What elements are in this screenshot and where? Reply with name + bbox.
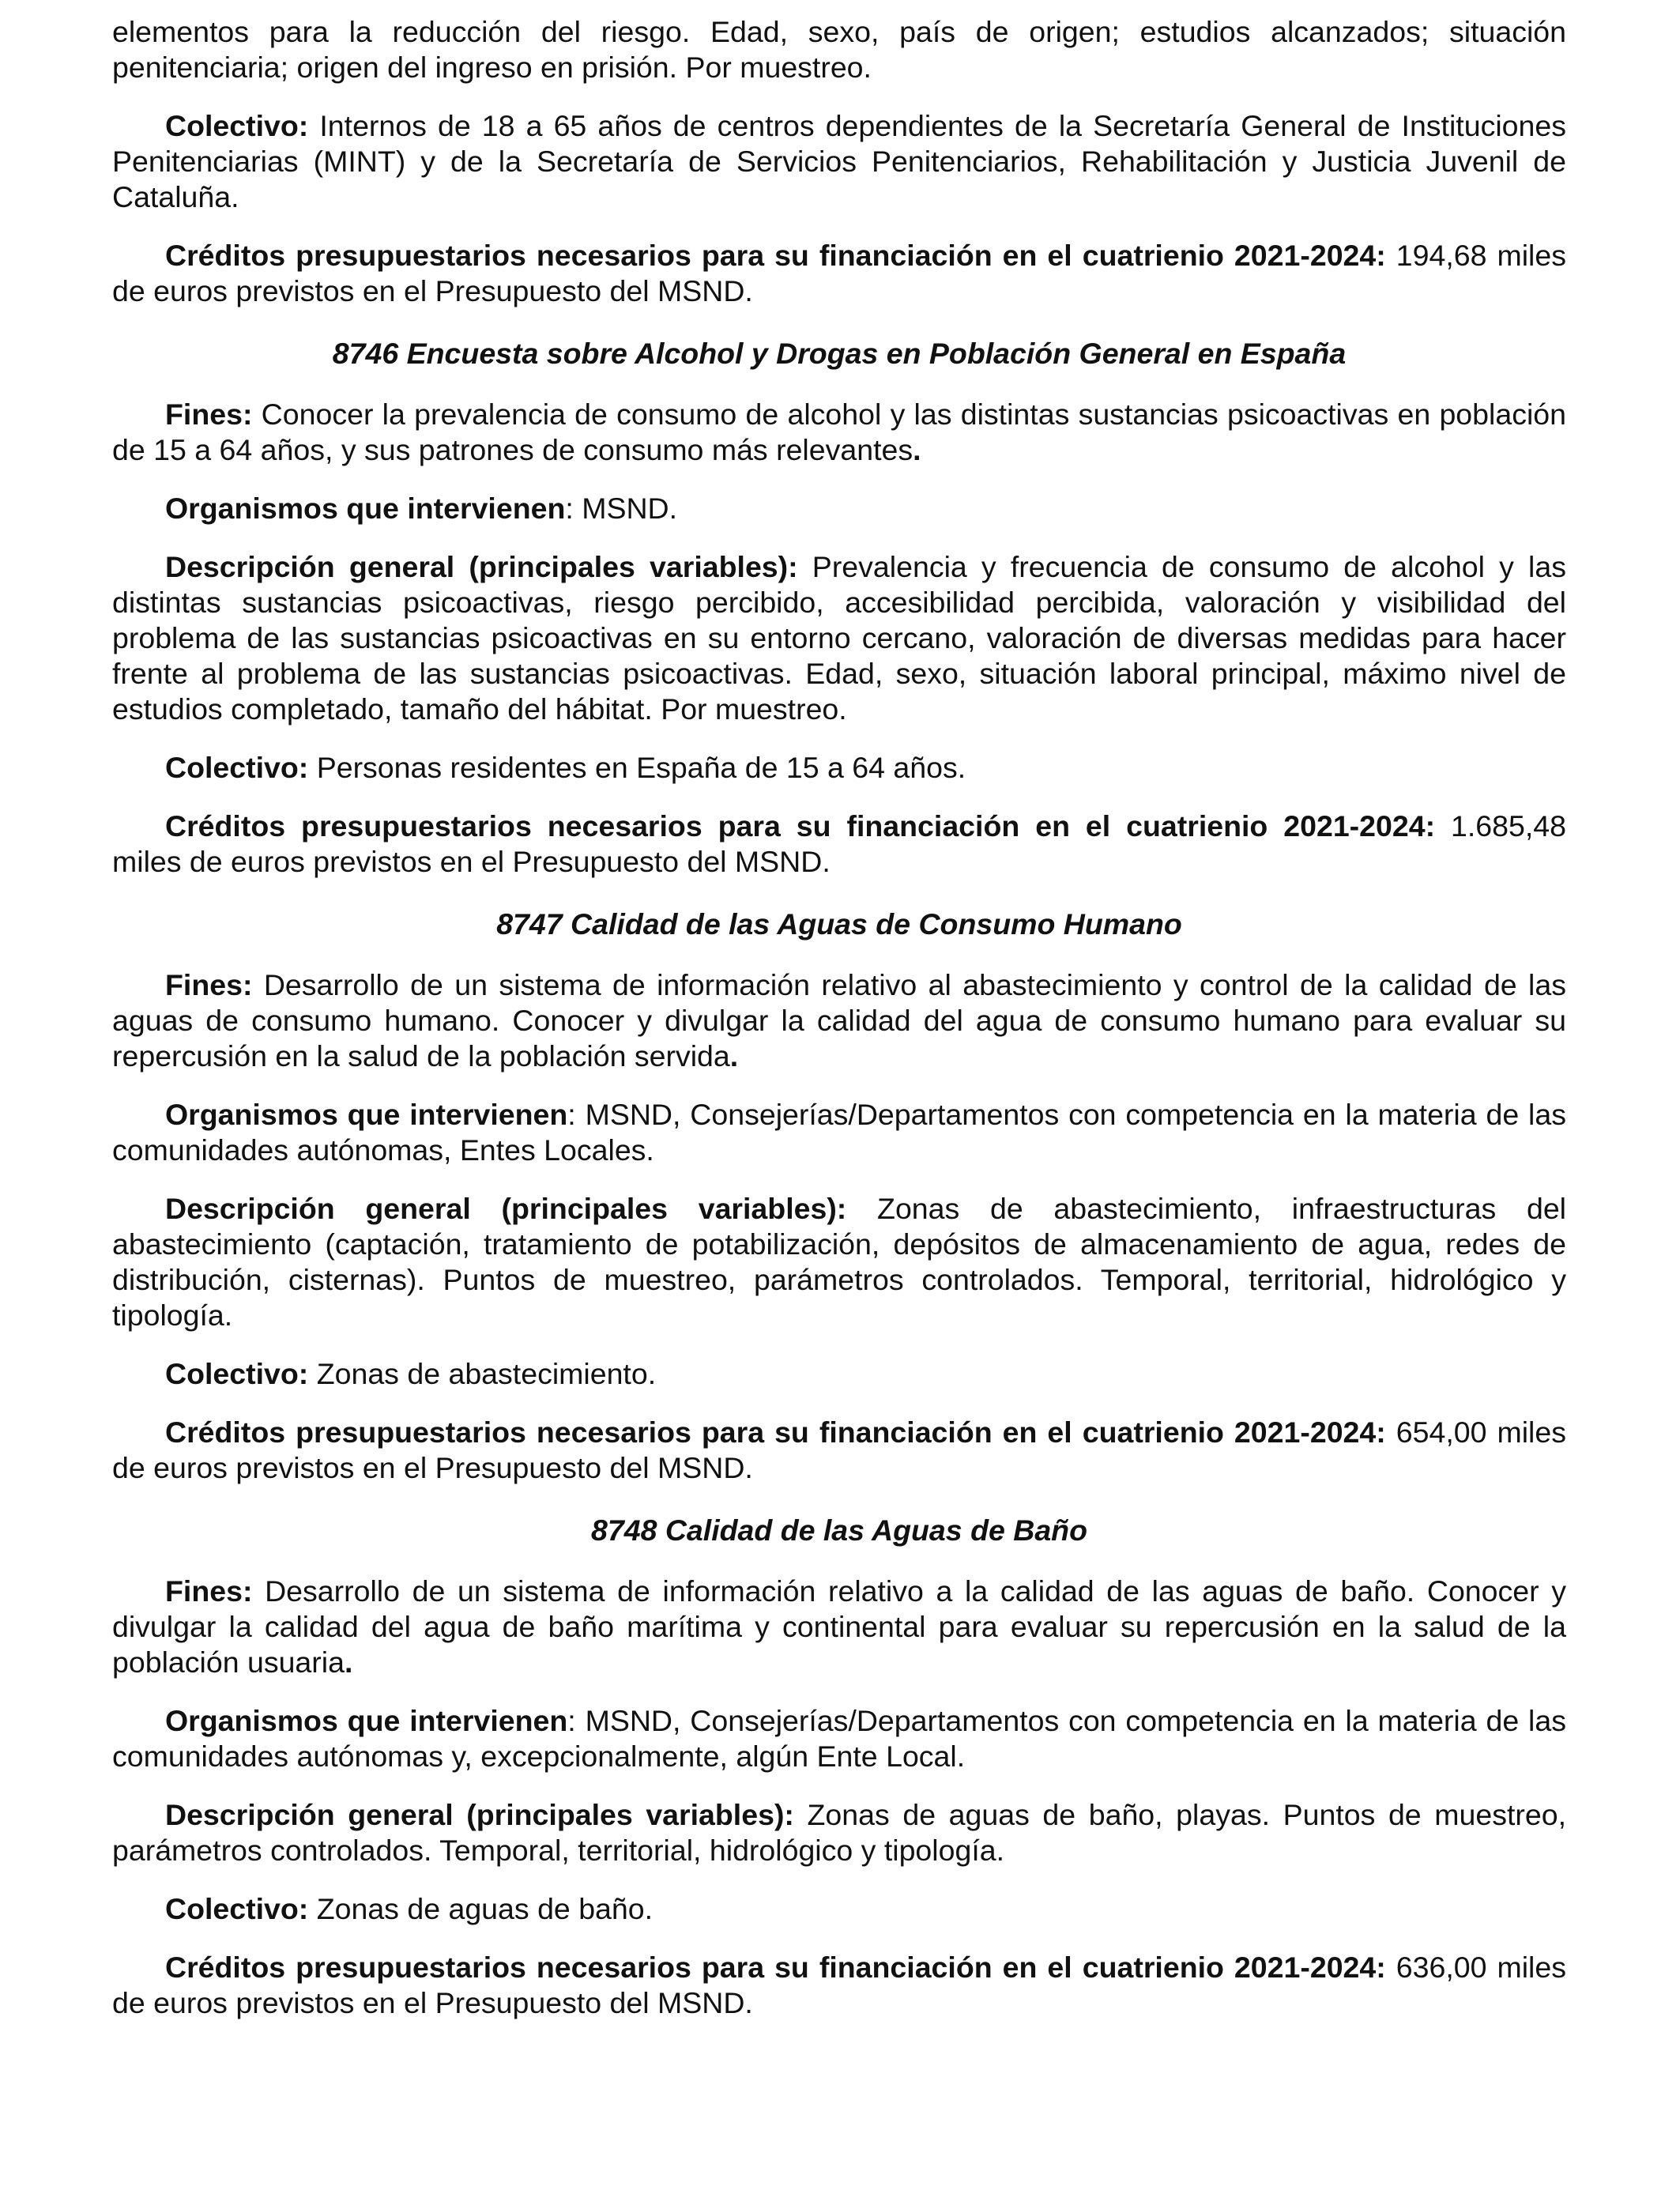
organismos-paragraph — [112, 1703, 1566, 1774]
intro-creditos-label: Créditos presupuestarios necesarios para su financiación en el cuatrienio 2021-2024: — [165, 239, 1386, 272]
section-title: 8746 Encuesta sobre Alcohol y Drogas en Población General en España — [332, 337, 1347, 370]
creditos-paragraph — [112, 1950, 1566, 2021]
creditos-paragraph — [112, 809, 1566, 880]
organismos-text: : MSND, Consejerías/Departamentos con competencia en la materia de las comunidades autónomas, Entes Locales. — [112, 1098, 1566, 1167]
fines-end: . — [913, 433, 921, 466]
organismos-paragraph — [112, 1097, 1566, 1168]
fines-label: Fines: — [165, 968, 253, 1001]
section-title: 8748 Calidad de las Aguas de Baño — [591, 1514, 1087, 1547]
section-8748 — [112, 1513, 1566, 2021]
document-page — [112, 14, 1566, 2044]
organismos-label: Organismos que intervienen — [165, 1704, 568, 1737]
fines-paragraph — [112, 1574, 1566, 1680]
fines-end: . — [344, 1646, 353, 1679]
descripcion-text: Prevalencia y frecuencia de consumo de alcohol y las distintas sustancias psicoactivas, riesgo percibido, accesibilidad percibida, valoración y visibilidad del problema de las sustancias psicoactivas en su entorno cercano, valoración de diversas medidas para hacer frente al problema de las sustancias psicoactivas. Edad, sexo, situación laboral principal, máximo nivel de estudios completado, tamaño del hábitat. Por muestreo. — [112, 550, 1566, 726]
colectivo-text: Zonas de aguas de baño. — [308, 1892, 654, 1925]
organismos-paragraph — [112, 491, 1566, 526]
descripcion-label: Descripción general (principales variables): — [165, 1192, 847, 1225]
intro-colectivo-label: Colectivo: — [165, 109, 309, 142]
section-8746 — [112, 336, 1566, 880]
colectivo-paragraph — [112, 1891, 1566, 1927]
organismos-text: : MSND. — [565, 492, 678, 525]
intro-tail-paragraph — [112, 14, 1566, 85]
colectivo-label: Colectivo: — [165, 751, 309, 784]
organismos-text: : MSND, Consejerías/Departamentos con competencia en la materia de las comunidades autónomas y, excepcionalmente, algún Ente Local. — [112, 1704, 1566, 1773]
intro-colectivo-paragraph — [112, 108, 1566, 215]
section-8747 — [112, 907, 1566, 1486]
descripcion-paragraph — [112, 1191, 1566, 1333]
fines-label: Fines: — [165, 1574, 253, 1608]
colectivo-text: Personas residentes en España de 15 a 64 años. — [308, 751, 966, 784]
creditos-paragraph — [112, 1415, 1566, 1486]
intro-creditos-text: 194,68 miles de euros previstos en el Presupuesto del MSND. — [112, 239, 1566, 307]
creditos-text: 1.685,48 miles de euros previstos en el Presupuesto del MSND. — [112, 809, 1566, 878]
descripcion-text: Zonas de abastecimiento, infraestructuras del abastecimiento (captación, tratamiento de potabilización, depósitos de almacenamiento de agua, redes de distribución, cisternas). Puntos de muestreo, parámetros controlados. Temporal, territorial, hidrológico y tipología. — [112, 1192, 1567, 1332]
fines-paragraph — [112, 397, 1566, 468]
colectivo-text: Zonas de abastecimiento. — [308, 1357, 657, 1390]
fines-text: Conocer la prevalencia de consumo de alcohol y las distintas sustancias psicoactivas en población de 15 a 64 años, y sus patrones de consumo más relevantes — [112, 398, 1566, 466]
intro-colectivo-text: Internos de 18 a 65 años de centros dependientes de la Secretaría General de Instituciones Penitenciarias (MINT) y de la Secretaría de Servicios Penitenciarios, Rehabilitación y Justicia Juvenil de Cataluña. — [112, 109, 1566, 213]
descripcion-label: Descripción general (principales variables): — [165, 1798, 794, 1831]
organismos-label: Organismos que intervienen — [165, 1098, 568, 1131]
descripcion-paragraph — [112, 1797, 1566, 1868]
creditos-text: 636,00 miles de euros previstos en el Presupuesto del MSND. — [112, 1951, 1566, 2019]
section-title: 8747 Calidad de las Aguas de Consumo Humano — [496, 907, 1182, 941]
descripcion-text: Zonas de aguas de baño, playas. Puntos de muestreo, parámetros controlados. Temporal, territorial, hidrológico y tipología. — [112, 1798, 1566, 1867]
fines-paragraph — [112, 967, 1566, 1074]
colectivo-label: Colectivo: — [165, 1357, 309, 1390]
fines-end: . — [729, 1039, 739, 1072]
colectivo-label: Colectivo: — [165, 1892, 309, 1925]
colectivo-paragraph — [112, 750, 1566, 786]
descripcion-label: Descripción general (principales variables): — [165, 550, 798, 583]
fines-text: Desarrollo de un sistema de información relativo al abastecimiento y control de la calidad de las aguas de consumo humano. Conocer y divulgar la calidad del agua de consumo humano para evaluar su repercusión en la salud de la población servida — [112, 968, 1566, 1072]
intro-tail-text: elementos para la reducción del riesgo. Edad, sexo, país de origen; estudios alcanzados; situación penitenciaria; origen del ingreso en prisión. Por muestreo. — [112, 15, 1566, 84]
creditos-text: 654,00 miles de euros previstos en el Presupuesto del MSND. — [112, 1416, 1566, 1484]
colectivo-paragraph — [112, 1356, 1566, 1392]
intro-creditos-paragraph — [112, 238, 1566, 309]
fines-label: Fines: — [165, 398, 253, 431]
creditos-label: Créditos presupuestarios necesarios para su financiación en el cuatrienio 2021-2024: — [165, 1951, 1386, 1984]
creditos-label: Créditos presupuestarios necesarios para su financiación en el cuatrienio 2021-2024: — [165, 809, 1436, 843]
organismos-label: Organismos que intervienen — [165, 492, 566, 525]
descripcion-paragraph — [112, 549, 1566, 727]
fines-text: Desarrollo de un sistema de información relativo a la calidad de las aguas de baño. Conocer y divulgar la calidad del agua de baño marítima y continental para evaluar su repercusión en la salud de la población usuaria — [112, 1574, 1566, 1679]
creditos-label: Créditos presupuestarios necesarios para su financiación en el cuatrienio 2021-2024: — [165, 1416, 1386, 1449]
